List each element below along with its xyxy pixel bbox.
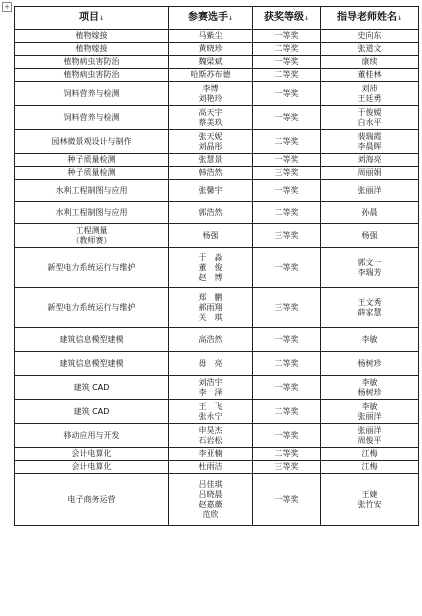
teacher-cell	[321, 30, 419, 43]
contestant-name: 毋 亮	[198, 358, 223, 368]
project-name: 移动应用与开发	[63, 430, 120, 440]
award-level: 一等奖	[274, 185, 299, 195]
award-level: 一等奖	[274, 430, 299, 440]
header-teacher: 指导老师姓名↓	[321, 7, 419, 30]
project-cell	[15, 376, 169, 400]
award-cell	[253, 400, 321, 424]
teacher-name: 刘海亮	[357, 155, 382, 164]
project-cell	[15, 56, 169, 69]
award-cell	[253, 180, 321, 202]
project-name: 建筑信息模型建模	[59, 334, 124, 344]
teacher-name: 孙晨	[361, 207, 378, 217]
contestant-name: 蔡美玖	[198, 117, 223, 127]
table-row	[15, 461, 419, 474]
project-name: 水利工程制图与应用	[55, 185, 128, 195]
contestant-name: 吕晓晨	[198, 489, 223, 499]
header-award: 获奖等级↓	[253, 7, 321, 30]
table-row	[15, 180, 419, 202]
contestant-name: 哈斯苏布德	[190, 70, 231, 79]
award-cell	[253, 106, 321, 130]
teacher-cell	[321, 288, 419, 328]
award-cell	[253, 167, 321, 180]
contestants-cell	[169, 130, 253, 154]
award-cell	[253, 352, 321, 376]
award-level: 一等奖	[274, 382, 299, 392]
contestant-name: 李博	[202, 83, 219, 93]
teacher-cell	[321, 461, 419, 474]
contestant-name: 张慧景	[198, 155, 223, 164]
contestants-cell	[169, 30, 253, 43]
contestants-cell	[169, 202, 253, 224]
project-cell	[15, 43, 169, 56]
header-contestants: 参赛选手↓	[169, 7, 253, 30]
contestants-cell	[169, 376, 253, 400]
award-level: 二等奖	[274, 358, 299, 368]
contestants-cell	[169, 56, 253, 69]
award-level: 二等奖	[274, 406, 299, 416]
contestant-name: 董 俊	[198, 262, 223, 272]
award-level: 三等奖	[274, 462, 299, 471]
project-cell	[15, 180, 169, 202]
award-cell	[253, 424, 321, 448]
teacher-cell	[321, 448, 419, 461]
project-name: 植物病虫害防治	[63, 57, 120, 66]
award-cell	[253, 288, 321, 328]
award-level: 一等奖	[274, 112, 299, 122]
table-row	[15, 69, 419, 82]
teacher-name: 周俊平	[357, 435, 382, 445]
contestants-cell	[169, 424, 253, 448]
teacher-cell	[321, 180, 419, 202]
contestants-cell	[169, 167, 253, 180]
teacher-cell	[321, 352, 419, 376]
project-name: 会计电算化	[71, 449, 112, 458]
teacher-cell	[321, 69, 419, 82]
project-cell	[15, 106, 169, 130]
project-cell	[15, 202, 169, 224]
teacher-name: 董桂林	[357, 70, 382, 79]
project-name: 新型电力系统运行与维护	[47, 302, 136, 312]
teacher-name: 杨树珍	[357, 358, 382, 368]
table-row	[15, 376, 419, 400]
teacher-cell	[321, 400, 419, 424]
teacher-name: 李敏	[361, 377, 378, 387]
award-cell	[253, 248, 321, 288]
teacher-name: 白水平	[357, 117, 382, 127]
project-cell	[15, 30, 169, 43]
table-row	[15, 352, 419, 376]
contestants-cell	[169, 400, 253, 424]
teacher-name: 王文秀	[357, 297, 382, 307]
award-cell	[253, 202, 321, 224]
contestants-cell	[169, 352, 253, 376]
contestants-cell	[169, 154, 253, 167]
award-cell	[253, 376, 321, 400]
table-row	[15, 474, 419, 526]
project-name: 建筑信息模型建模	[59, 358, 124, 368]
contestants-cell	[169, 328, 253, 352]
teacher-name: 杨强	[361, 230, 378, 240]
teacher-name: 裴瑞霞	[357, 131, 382, 141]
teacher-name: 刘沛	[361, 83, 378, 93]
teacher-cell	[321, 130, 419, 154]
table-body	[15, 30, 419, 526]
table-row	[15, 248, 419, 288]
contestant-name: 郝雨翔	[198, 302, 223, 312]
teacher-cell	[321, 106, 419, 130]
contestant-name: 吕佳琪	[198, 479, 223, 489]
award-level: 二等奖	[274, 207, 299, 217]
contestants-cell	[169, 448, 253, 461]
contestant-name: 于 淼	[198, 252, 223, 262]
project-name: 新型电力系统运行与维护	[47, 262, 136, 272]
contestant-name: 黄晓珍	[198, 44, 223, 53]
contestant-name: 魏梁斌	[198, 57, 223, 66]
project-cell	[15, 461, 169, 474]
teacher-name: 康续	[361, 57, 378, 66]
project-name: 电子商务运营	[67, 494, 116, 504]
teacher-name: 江梅	[361, 449, 378, 458]
project-name: 植物嫁接	[75, 31, 108, 40]
contestant-name: 杜雨洁	[198, 462, 223, 471]
award-level: 三等奖	[274, 302, 299, 312]
contestants-cell	[169, 461, 253, 474]
teacher-cell	[321, 328, 419, 352]
project-cell	[15, 69, 169, 82]
award-cell	[253, 461, 321, 474]
contestant-name: 范欣	[202, 509, 219, 519]
project-cell	[15, 288, 169, 328]
contestant-name: 杨强	[202, 230, 219, 240]
project-name: 水利工程制图与应用	[55, 207, 128, 217]
contestant-name: 高天宇	[198, 107, 223, 117]
table-row	[15, 82, 419, 106]
teacher-name: 于俊嫒	[357, 107, 382, 117]
project-name: 建筑 CAD	[73, 406, 110, 416]
teacher-cell	[321, 224, 419, 248]
project-cell	[15, 82, 169, 106]
table-row	[15, 30, 419, 43]
award-cell	[253, 30, 321, 43]
award-level: 一等奖	[274, 262, 299, 272]
awards-table	[14, 6, 419, 526]
award-cell	[253, 82, 321, 106]
teacher-name: 王婕	[361, 489, 378, 499]
teacher-cell	[321, 424, 419, 448]
table-row	[15, 424, 419, 448]
contestant-name: 石岩松	[198, 435, 223, 445]
teacher-cell	[321, 474, 419, 526]
project-name: 建筑 CAD	[73, 382, 110, 392]
teacher-cell	[321, 202, 419, 224]
contestants-cell	[169, 224, 253, 248]
contestant-name: 李亚楠	[198, 449, 223, 458]
award-level: 二等奖	[274, 449, 299, 458]
table-row	[15, 130, 419, 154]
teacher-cell	[321, 154, 419, 167]
teacher-name: 郭文一	[357, 257, 382, 267]
project-cell	[15, 424, 169, 448]
award-cell	[253, 328, 321, 352]
project-cell	[15, 167, 169, 180]
contestants-cell	[169, 106, 253, 130]
teacher-name: 李瑞芳	[357, 267, 382, 277]
project-name: 饲料营养与检测	[63, 112, 120, 122]
teacher-name: 张丽洋	[357, 185, 382, 195]
award-level: 一等奖	[274, 57, 299, 66]
table-header-row	[15, 7, 419, 30]
contestants-cell	[169, 43, 253, 56]
contestant-name: 张馨宇	[198, 185, 223, 195]
project-name: 园林微景观设计与制作	[51, 136, 132, 146]
contestant-name: 赵嘉薇	[198, 499, 223, 509]
project-name: 植物嫁接	[75, 44, 108, 53]
award-level: 一等奖	[274, 334, 299, 344]
contestants-cell	[169, 474, 253, 526]
award-level: 二等奖	[274, 136, 299, 146]
teacher-name: 王廷勇	[357, 93, 382, 103]
contestant-name: 马紫尘	[198, 31, 223, 40]
contestant-name: 刘浩宇	[198, 377, 223, 387]
contestant-name: 赵 博	[198, 272, 223, 282]
table-row	[15, 202, 419, 224]
contestants-cell	[169, 82, 253, 106]
teacher-cell	[321, 56, 419, 69]
contestant-name: 刘艳玲	[198, 93, 223, 103]
contestant-name: 郭浩然	[198, 207, 223, 217]
teacher-name: 张竹安	[357, 499, 382, 509]
award-cell	[253, 69, 321, 82]
table-row	[15, 448, 419, 461]
award-cell	[253, 130, 321, 154]
award-level: 三等奖	[274, 168, 299, 177]
award-cell	[253, 56, 321, 69]
project-cell	[15, 154, 169, 167]
project-name: 工程测量	[75, 225, 108, 235]
teacher-name: 薛家慧	[357, 307, 382, 317]
contestant-name: 郑 鹏	[198, 292, 223, 302]
contestants-cell	[169, 180, 253, 202]
table-row	[15, 288, 419, 328]
teacher-cell	[321, 43, 419, 56]
table-row	[15, 328, 419, 352]
contestant-name: 韩浩然	[198, 168, 223, 177]
project-cell	[15, 224, 169, 248]
teacher-cell	[321, 376, 419, 400]
contestants-cell	[169, 69, 253, 82]
teacher-cell	[321, 167, 419, 180]
award-level: 三等奖	[274, 230, 299, 240]
teacher-name: 史向东	[357, 31, 382, 40]
header-project: 项目↓	[15, 7, 169, 30]
contestant-name: 高浩然	[198, 334, 223, 344]
table-row	[15, 106, 419, 130]
project-cell	[15, 352, 169, 376]
teacher-name: 张丽洋	[357, 411, 382, 421]
project-name: 种子质量检测	[67, 155, 116, 164]
award-cell	[253, 448, 321, 461]
project-cell	[15, 448, 169, 461]
teacher-name: 张道文	[357, 44, 382, 53]
project-name: 饲料营养与检测	[63, 88, 120, 98]
table-row	[15, 224, 419, 248]
contestants-cell	[169, 248, 253, 288]
contestant-name: 张永宁	[198, 411, 223, 421]
table-row	[15, 43, 419, 56]
project-cell	[15, 328, 169, 352]
contestant-name: 关 琪	[198, 312, 223, 322]
project-cell	[15, 248, 169, 288]
award-cell	[253, 224, 321, 248]
teacher-cell	[321, 82, 419, 106]
teacher-name: 李敏	[361, 334, 378, 344]
project-cell	[15, 130, 169, 154]
contestant-name: 王 飞	[198, 401, 223, 411]
teacher-name: 李敏	[361, 401, 378, 411]
table-row	[15, 400, 419, 424]
table-anchor-icon[interactable]: +	[2, 2, 12, 12]
teacher-name: 江梅	[361, 462, 378, 471]
award-cell	[253, 154, 321, 167]
table-row	[15, 56, 419, 69]
contestant-name: 张天妮	[198, 131, 223, 141]
teacher-name: 张丽洋	[357, 425, 382, 435]
table-row	[15, 154, 419, 167]
award-level: 二等奖	[274, 44, 299, 53]
teacher-name: 周丽娟	[357, 168, 382, 177]
contestant-name: 刘晶彤	[198, 141, 223, 151]
award-level: 一等奖	[274, 88, 299, 98]
project-name: 种子质量检测	[67, 168, 116, 177]
award-level: 一等奖	[274, 155, 299, 164]
award-level: 一等奖	[274, 494, 299, 504]
contestants-cell	[169, 288, 253, 328]
teacher-name: 李晨晖	[357, 141, 382, 151]
project-note: （教师赛）	[71, 235, 112, 245]
project-cell	[15, 400, 169, 424]
award-level: 二等奖	[274, 70, 299, 79]
contestant-name: 申昊杰	[198, 425, 223, 435]
teacher-name: 杨树珍	[357, 387, 382, 397]
table-row	[15, 167, 419, 180]
award-level: 一等奖	[274, 31, 299, 40]
project-name: 植物病虫害防治	[63, 70, 120, 79]
award-cell	[253, 474, 321, 526]
teacher-cell	[321, 248, 419, 288]
award-cell	[253, 43, 321, 56]
contestant-name: 李 泽	[198, 387, 223, 397]
project-name: 会计电算化	[71, 462, 112, 471]
project-cell	[15, 474, 169, 526]
